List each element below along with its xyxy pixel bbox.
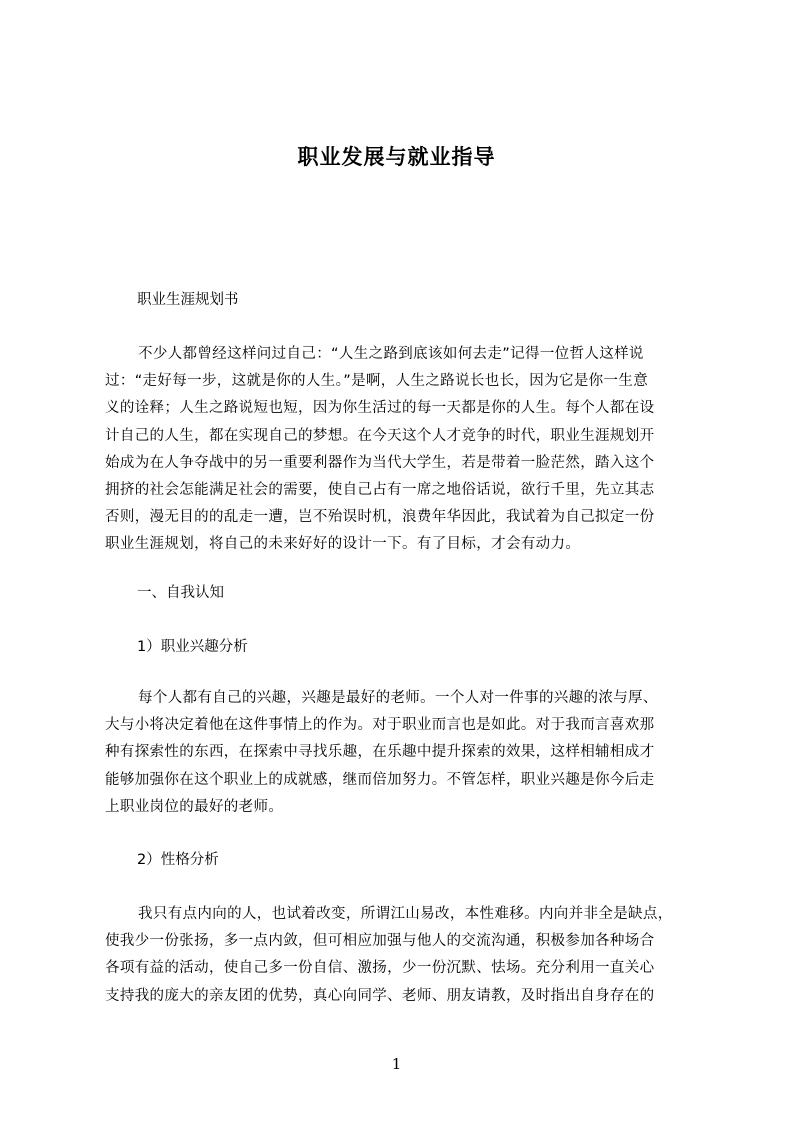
paragraph-line: 计自己的人生，都在实现自己的梦想。在今天这个人才竞争的时代，职业生涯规划开 bbox=[105, 427, 655, 444]
document-title: 职业发展与就业指导 bbox=[297, 145, 496, 169]
self-awareness-heading: 一、自我认知 bbox=[137, 585, 224, 601]
interest-heading: 1）职业兴趣分析 bbox=[137, 639, 248, 655]
paragraph-line: 使我少一份张扬，多一点内敛，但可相应加强与他人的交流沟通，积极参加各种场合 bbox=[105, 933, 655, 950]
paragraph-line: 过：“走好每一步，这就是你的人生。”是啊，人生之路说长也长，因为它是你一生意 bbox=[105, 373, 649, 390]
paragraph-line: 始成为在人争夺战中的另一重要利器作为当代大学生，若是带着一脸茫然，踏入这个 bbox=[105, 454, 655, 471]
paragraph-line: 义的诠释；人生之路说短也短，因为你生活过的每一天都是你的人生。每个人都在设 bbox=[105, 400, 655, 417]
paragraph-line: 每个人都有自己的兴趣，兴趣是最好的老师。一个人对一件事的兴趣的浓与厚、 bbox=[138, 690, 658, 706]
paragraph-line: 上职业岗位的最好的老师。 bbox=[105, 798, 284, 815]
paragraph-line: 不少人都曾经这样问过自己：“人生之路到底该如何去走”记得一位哲人这样说 bbox=[138, 346, 644, 362]
paragraph-line: 大与小将决定着他在这件事情上的作为。对于职业而言也是如此。对于我而言喜欢那 bbox=[105, 717, 655, 734]
plan-heading: 职业生涯规划书 bbox=[137, 292, 239, 308]
paragraph-line: 职业生涯规划，将自己的未来好好的设计一下。有了目标，才会有动力。 bbox=[105, 536, 581, 553]
paragraph-line: 支持我的庞大的亲友团的优势，真心向同学、老师、朋友请教，及时指出自身存在的 bbox=[105, 987, 655, 1004]
paragraph-line: 能够加强你在这个职业上的成就感，继而倍加努力。不管怎样，职业兴趣是你今后走 bbox=[105, 771, 655, 788]
paragraph-line: 否则，漫无目的的乱走一遭，岂不殆误时机，浪费年华因此，我试着为自己拟定一份 bbox=[105, 509, 655, 526]
paragraph-line: 拥挤的社会怎能满足社会的需要，使自己占有一席之地俗话说，欲行千里，先立其志 bbox=[105, 481, 655, 498]
paragraph-line: 种有探索性的东西，在探索中寻找乐趣，在乐趣中提升探索的效果，这样相辅相成才 bbox=[105, 744, 655, 761]
intro-paragraph bbox=[105, 341, 700, 559]
page-number: 1 bbox=[391, 1055, 402, 1073]
paragraph-line: 各项有益的活动，使自己多一份自信、激扬，少一份沉默、怯场。充分利用一直关心 bbox=[105, 960, 655, 977]
personality-paragraph bbox=[105, 901, 700, 1010]
personality-heading: 2）性格分析 bbox=[137, 852, 219, 868]
interest-paragraph bbox=[105, 685, 700, 821]
paragraph-line: 我只有点内向的人，也试着改变，所谓江山易改，本性难移。内向并非全是缺点， bbox=[138, 906, 673, 922]
